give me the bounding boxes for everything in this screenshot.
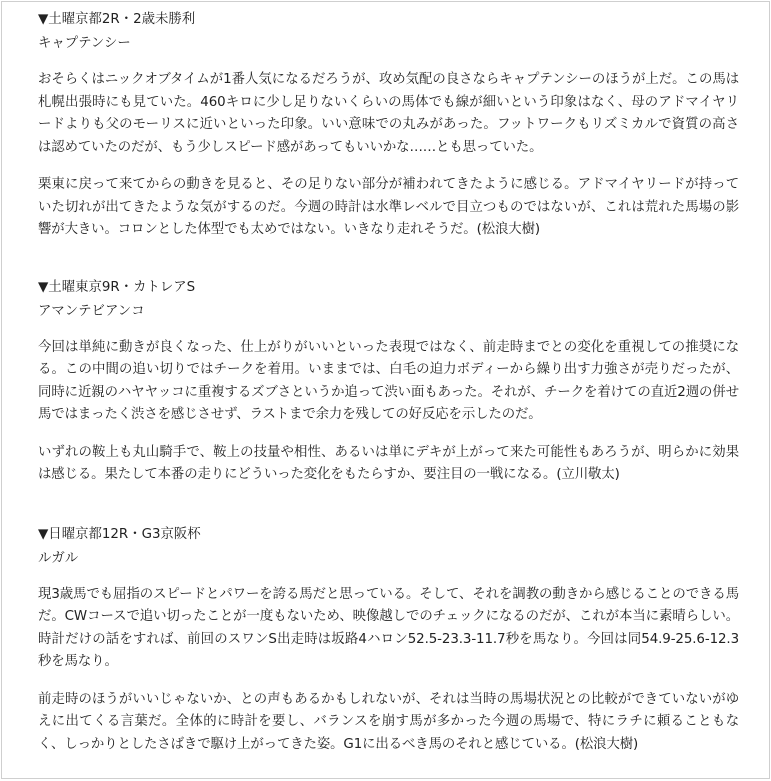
horse-name: ルガル (38, 550, 79, 566)
horse-name: アマンテビアンコ (38, 303, 145, 319)
commentary-paragraph: 栗東に戻って来てからの動きを見ると、その足りない部分が補われてきたように感じる。アドマイヤリードが持っていた切れが出てきたような気がするのだ。今週の時計は水準レベルで目立つものではないが、これは荒れた馬場の影響が大きい。コロンとした体型でも太めではない。いきなり走れそうだ。(松浪大樹) (38, 177, 739, 237)
commentary-paragraph: いずれの鞍上も丸山騎手で、鞍上の技量や相性、あるいは単にデキが上がって来た可能性もあろうが、明らかに効果は感じる。果たして本番の走りにどういった変化をもたらすか、要注目の一戦になる。(立川敬太) (38, 444, 739, 482)
race-section-tokyo-9r (38, 276, 739, 487)
commentary-paragraph: 前走時のほうがいいじゃないか、との声もあるかもしれないが、それは当時の馬場状況との比較ができていないがゆえに出てくる言葉だ。全体的に時計を要し、バランスを崩す馬が多かった今週の馬場で、特にラチに頼ることもなく、しっかりとしたさばきで駆け上がってきた姿。G1に出るべき馬のそれと感じている。(松浪大樹) (38, 691, 739, 752)
race-section-kyoto-2r (38, 8, 739, 242)
race-heading: ▼日曜京都12R・G3京阪杯 (38, 526, 201, 542)
commentary-paragraph: 今回は単純に動きが良くなった、仕上がりがいいといった表現ではなく、前走時までとの変化を重視しての推奨になる。この中間の追い切りではチークを着用。いままでは、白毛の迫力ボディーから繰り出す力強さが売りだったが、同時に近親のハヤヤッコに重複するズブさというか追って渋い面もあった。それが、チークを着けての直近2週の併せ馬ではまったく渋さを感じさせず、ラストまで余力を残しての好反応を示したのだ。 (38, 339, 739, 422)
article-body (38, 8, 739, 756)
race-heading: ▼土曜京都2R・2歳未勝利 (38, 12, 196, 27)
commentary-paragraph: 現3歳馬でも屈指のスピードとパワーを誇る馬だと思っている。そして、それを調教の動きから感じることのできる馬だ。CWコースで追い切ったことが一度もないため、映像越しでのチェックになるのだが、これが本当に素晴らしい。時計だけの話をすれば、前回のスワンS出走時は坂路4ハロン52.5-23.3-11.7秒を馬なり。今回は同54.9-25.6-12.3秒を馬なり。 (38, 586, 739, 669)
commentary-paragraph: おそらくはニックオブタイムが1番人気になるだろうが、攻め気配の良さならキャプテンシーのほうが上だ。この馬は札幌出張時にも見ていた。460キロに少し足りないくらいの馬体でも線が細いという印象はなく、母のアドマイヤリードよりも父のモーリスに近いといった印象。いい意味での丸みがあった。フットワークもリズミカルで資質の高さは認めていたのだが、もう少しスピード感があってもいいかな……とも思っていた。 (38, 72, 739, 155)
race-heading: ▼土曜東京9R・カトレアS (38, 279, 196, 295)
race-section-kyoto-12r (38, 523, 739, 757)
article-page (1, 1, 770, 779)
horse-name: キャプテンシー (38, 36, 131, 51)
